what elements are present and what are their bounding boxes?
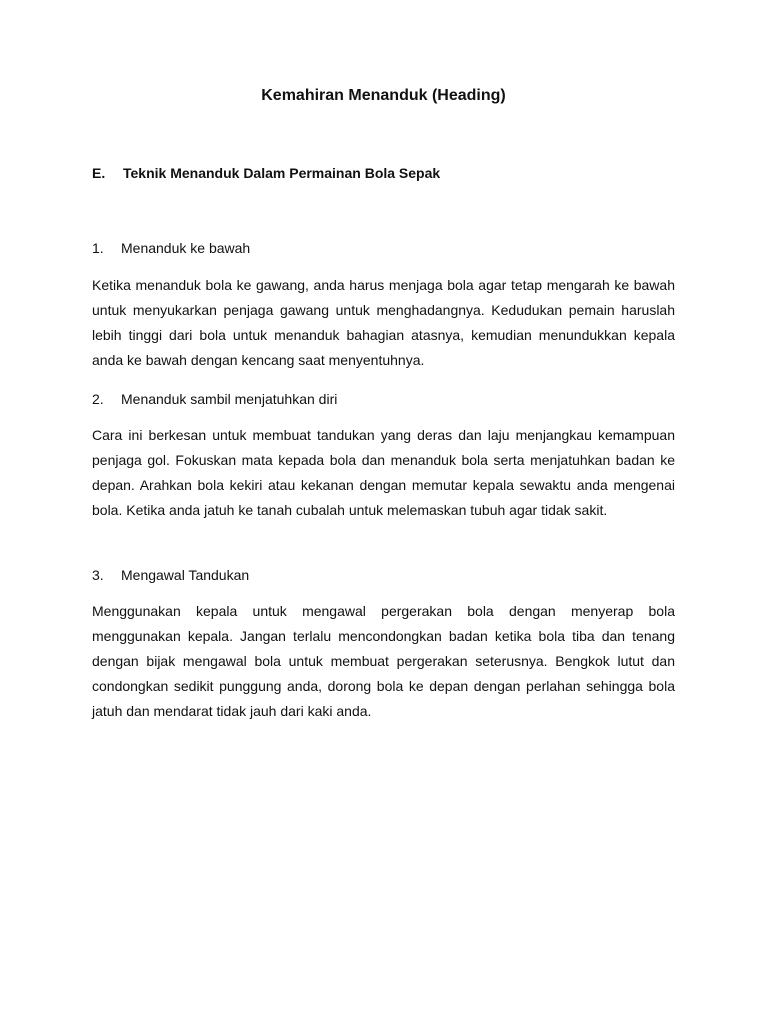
item-number: 3. xyxy=(92,567,104,583)
section-heading xyxy=(92,163,675,183)
item-heading-text: Menanduk sambil menjatuhkan diri xyxy=(121,391,338,407)
document-title: Kemahiran Menanduk (Heading) xyxy=(261,87,506,104)
item-heading-1 xyxy=(92,238,675,258)
section-letter: E. xyxy=(92,165,106,181)
item-number: 2. xyxy=(92,391,104,407)
item-paragraph-3: Menggunakan kepala untuk mengawal pergerakan bola dengan menyerap bola menggunakan kepala. Jangan terlalu mencondongkan badan ketika bola tiba dan tenang dengan bijak mengawal bola untuk membuat pergerakan seterusnya. Bengkok lutut dan condongkan sedikit punggung anda, dorong bola ke depan dengan perlahan sehingga bola jatuh dan mendarat tidak jauh dari kaki anda. xyxy=(92,603,675,719)
item-paragraph-2: Cara ini berkesan untuk membuat tandukan yang deras dan laju menjangkau kemampuan penjaga gol. Fokuskan mata kepada bola dan menanduk bola serta menjatuhkan badan ke depan. Arahkan bola kekiri atau kekanan dengan memutar kepala sewaktu anda mengenai bola. Ketika anda jatuh ke tanah cubalah untuk melemaskan tubuh agar tidak sakit. xyxy=(92,427,675,518)
item-heading-2 xyxy=(92,389,675,409)
item-heading-text: Mengawal Tandukan xyxy=(121,567,250,583)
section-title: Teknik Menanduk Dalam Permainan Bola Sepak xyxy=(123,165,441,181)
item-paragraph-1: Ketika menanduk bola ke gawang, anda harus menjaga bola agar tetap mengarah ke bawah untuk menyukarkan penjaga gawang untuk menghadangnya. Kedudukan pemain haruslah lebih tinggi dari bola untuk menanduk bahagian atasnya, kemudian menundukkan kepala anda ke bawah dengan kencang saat menyentuhnya. xyxy=(92,277,675,368)
item-heading-text: Menanduk ke bawah xyxy=(121,240,251,256)
item-number: 1. xyxy=(92,240,104,256)
item-heading-3 xyxy=(92,565,675,585)
